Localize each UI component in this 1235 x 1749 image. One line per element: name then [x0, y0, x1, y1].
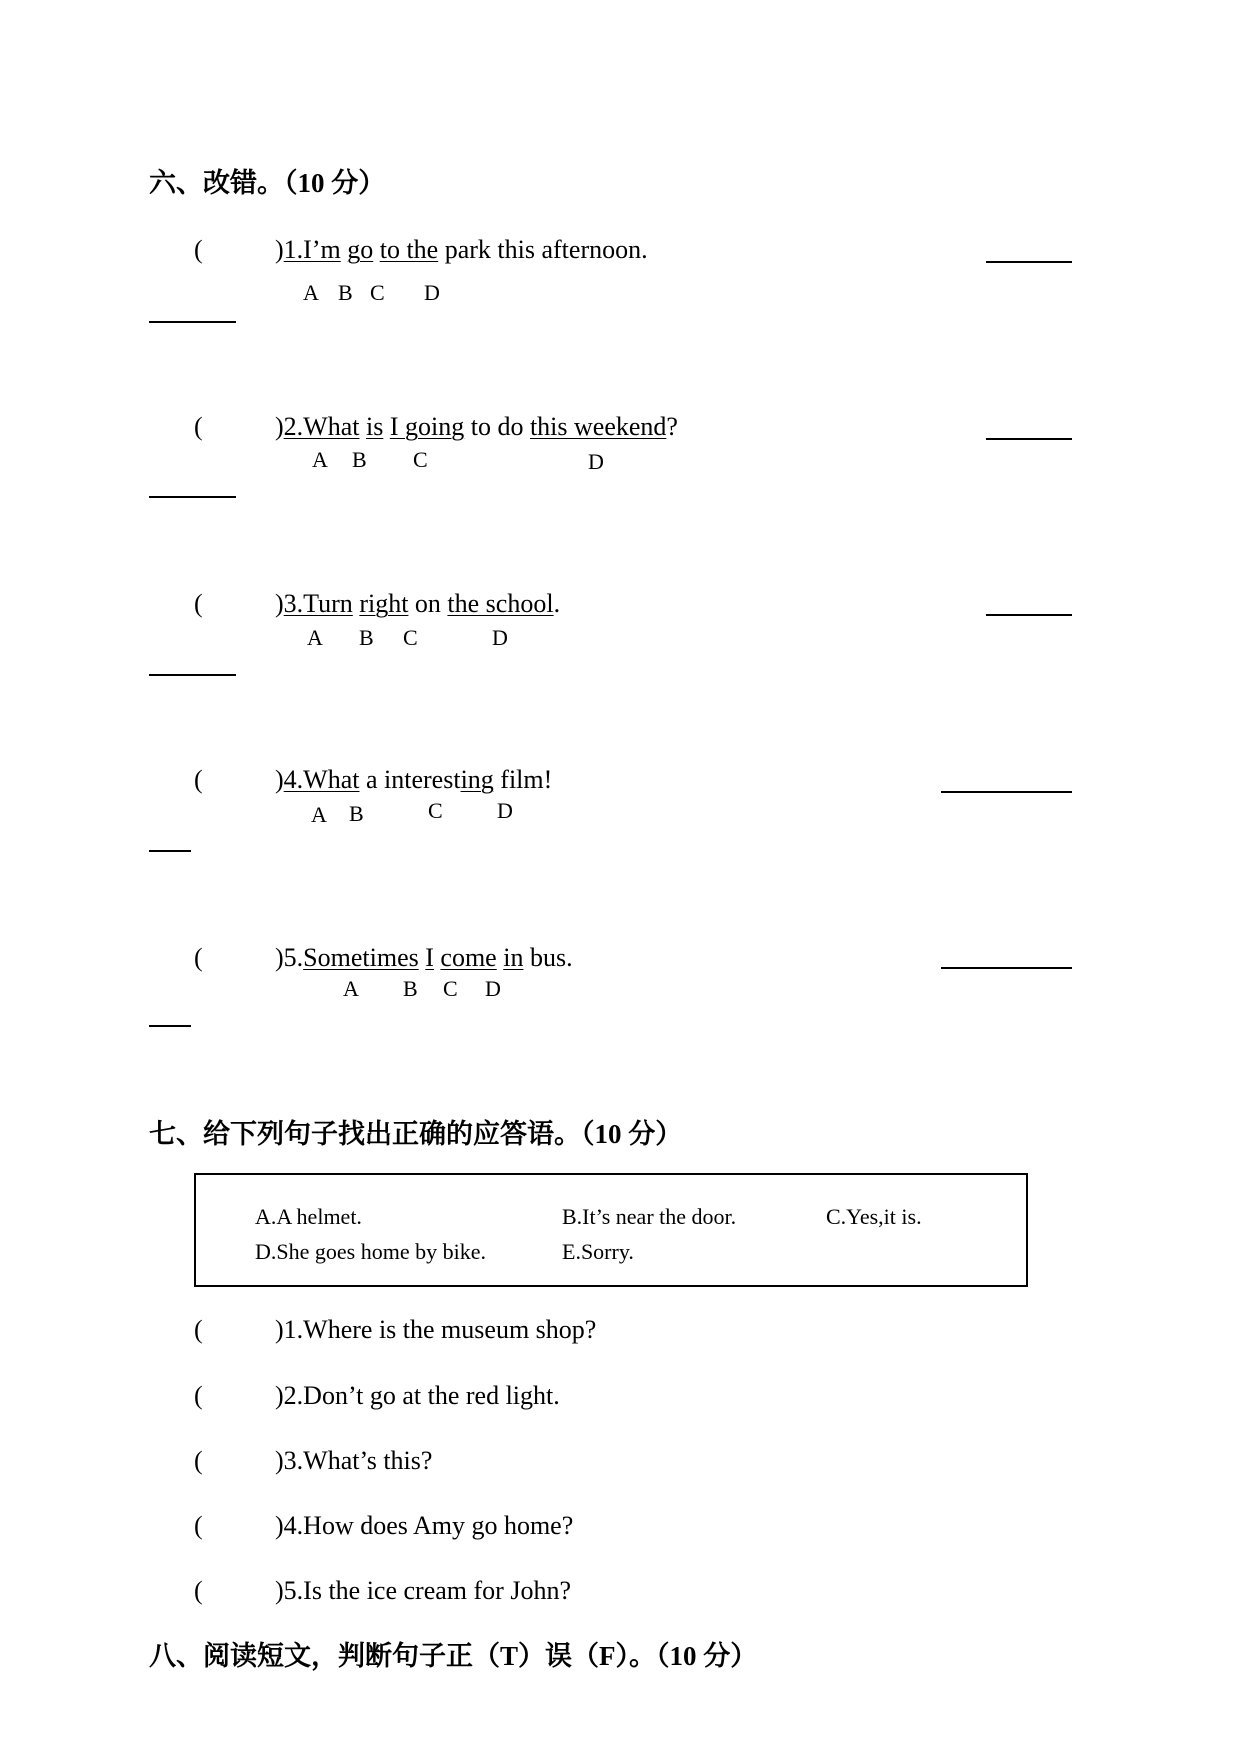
answer-option: E.Sorry. [562, 1239, 634, 1264]
answer-blank-line [986, 614, 1072, 616]
answer-option: C.Yes,it is. [826, 1204, 922, 1229]
sentence-segment: I going [389, 412, 465, 441]
answer-blank-line [986, 438, 1072, 440]
answer-paren-open: ( [194, 589, 203, 618]
question-text: 5.Is the ice cream for John? [283, 1576, 571, 1605]
answer-paren-open: ( [194, 1446, 203, 1475]
sentence-segment: Sometimes [303, 943, 419, 972]
sentence-item-2 [275, 412, 678, 442]
answer-blank-line [941, 967, 1072, 969]
sentence-segment: 4.What [283, 765, 360, 794]
section-heading-6: 六、改错。（10 分） [149, 168, 386, 198]
sentence-segment: ? [666, 412, 678, 441]
question-item-2 [275, 1381, 560, 1411]
sentence-segment: a interest [365, 765, 461, 794]
answer-paren-open: ( [194, 943, 203, 972]
answer-paren-open: ( [194, 1381, 203, 1410]
sentence-segment: park this afternoon. [444, 235, 648, 264]
question-item-5 [275, 1576, 571, 1606]
sentence-segment: come [440, 943, 497, 972]
option-letter: C [370, 280, 385, 305]
question-text: 4.How does Amy go home? [283, 1511, 574, 1540]
sentence-segment: 5. [283, 943, 304, 972]
option-letter: A [343, 976, 359, 1001]
sentence-segment: film! [500, 765, 553, 794]
question-item-4 [275, 1511, 573, 1541]
answer-paren-close: ) [275, 1511, 284, 1540]
sentence-item-4 [275, 765, 552, 795]
option-letter: D [485, 976, 501, 1001]
answer-paren-close: ) [275, 943, 284, 972]
option-letter: A [303, 280, 319, 305]
answer-paren-close: ) [275, 589, 284, 618]
answer-paren-open: ( [194, 235, 203, 264]
option-letter: C [443, 976, 458, 1001]
answer-blank-line [149, 496, 236, 498]
option-letter: D [497, 798, 513, 823]
question-item-3 [275, 1446, 432, 1476]
question-text: 1.Where is the museum shop? [283, 1315, 597, 1344]
sentence-segment: right [359, 589, 409, 618]
option-letter: C [403, 625, 418, 650]
sentence-item-1 [275, 235, 648, 265]
answer-paren-open: ( [194, 1576, 203, 1605]
sentence-segment: in [503, 943, 524, 972]
option-letter: D [424, 280, 440, 305]
option-letter: D [492, 625, 508, 650]
answer-paren-close: ) [275, 1446, 284, 1475]
sentence-segment: 3.Turn [283, 589, 353, 618]
option-letter: B [338, 280, 353, 305]
sentence-segment: go [347, 235, 374, 264]
sentence-segment: ing [460, 765, 494, 794]
sentence-segment: 2.What [283, 412, 360, 441]
option-letter: B [349, 801, 364, 826]
answer-paren-open: ( [194, 412, 203, 441]
option-letter: A [311, 802, 327, 827]
answer-blank-line [149, 674, 236, 676]
options-box [194, 1173, 1028, 1287]
section-heading-7: 七、给下列句子找出正确的应答语。（10 分） [149, 1119, 683, 1149]
sentence-segment: this weekend [529, 412, 667, 441]
answer-blank-line [986, 261, 1072, 263]
option-letter: B [403, 976, 418, 1001]
sentence-item-3 [275, 589, 560, 619]
question-item-1 [275, 1315, 596, 1345]
answer-blank-line [149, 850, 191, 852]
option-letter: C [428, 798, 443, 823]
sentence-segment: 1.I’m [283, 235, 341, 264]
answer-paren-open: ( [194, 1315, 203, 1344]
answer-blank-line [149, 1025, 191, 1027]
option-letter: B [359, 625, 374, 650]
sentence-segment: bus. [529, 943, 573, 972]
answer-option: D.She goes home by bike. [255, 1239, 486, 1264]
sentence-segment: . [553, 589, 561, 618]
answer-blank-line [149, 321, 236, 323]
section-heading-8: 八、阅读短文，判断句子正（T）误（F）。（10 分） [149, 1641, 758, 1671]
answer-paren-open: ( [194, 1511, 203, 1540]
option-letter: C [413, 447, 428, 472]
sentence-segment: to do [470, 412, 524, 441]
sentence-item-5 [275, 943, 573, 973]
option-letter: B [352, 447, 367, 472]
answer-option: A.A helmet. [255, 1204, 362, 1229]
option-letter: A [312, 447, 328, 472]
sentence-segment: the school [447, 589, 554, 618]
answer-paren-close: ) [275, 235, 284, 264]
sentence-segment: on [414, 589, 441, 618]
question-text: 2.Don’t go at the red light. [283, 1381, 560, 1410]
sentence-segment: to the [379, 235, 439, 264]
answer-option: B.It’s near the door. [562, 1204, 737, 1229]
option-letter: D [588, 449, 604, 474]
option-letter: A [307, 625, 323, 650]
answer-paren-close: ) [275, 765, 284, 794]
answer-paren-close: ) [275, 412, 284, 441]
answer-paren-open: ( [194, 765, 203, 794]
answer-paren-close: ) [275, 1381, 284, 1410]
question-text: 3.What’s this? [283, 1446, 433, 1475]
answer-paren-close: ) [275, 1315, 284, 1344]
sentence-segment: is [365, 412, 384, 441]
sentence-segment: I [425, 943, 434, 972]
answer-blank-line [941, 791, 1072, 793]
answer-paren-close: ) [275, 1576, 284, 1605]
